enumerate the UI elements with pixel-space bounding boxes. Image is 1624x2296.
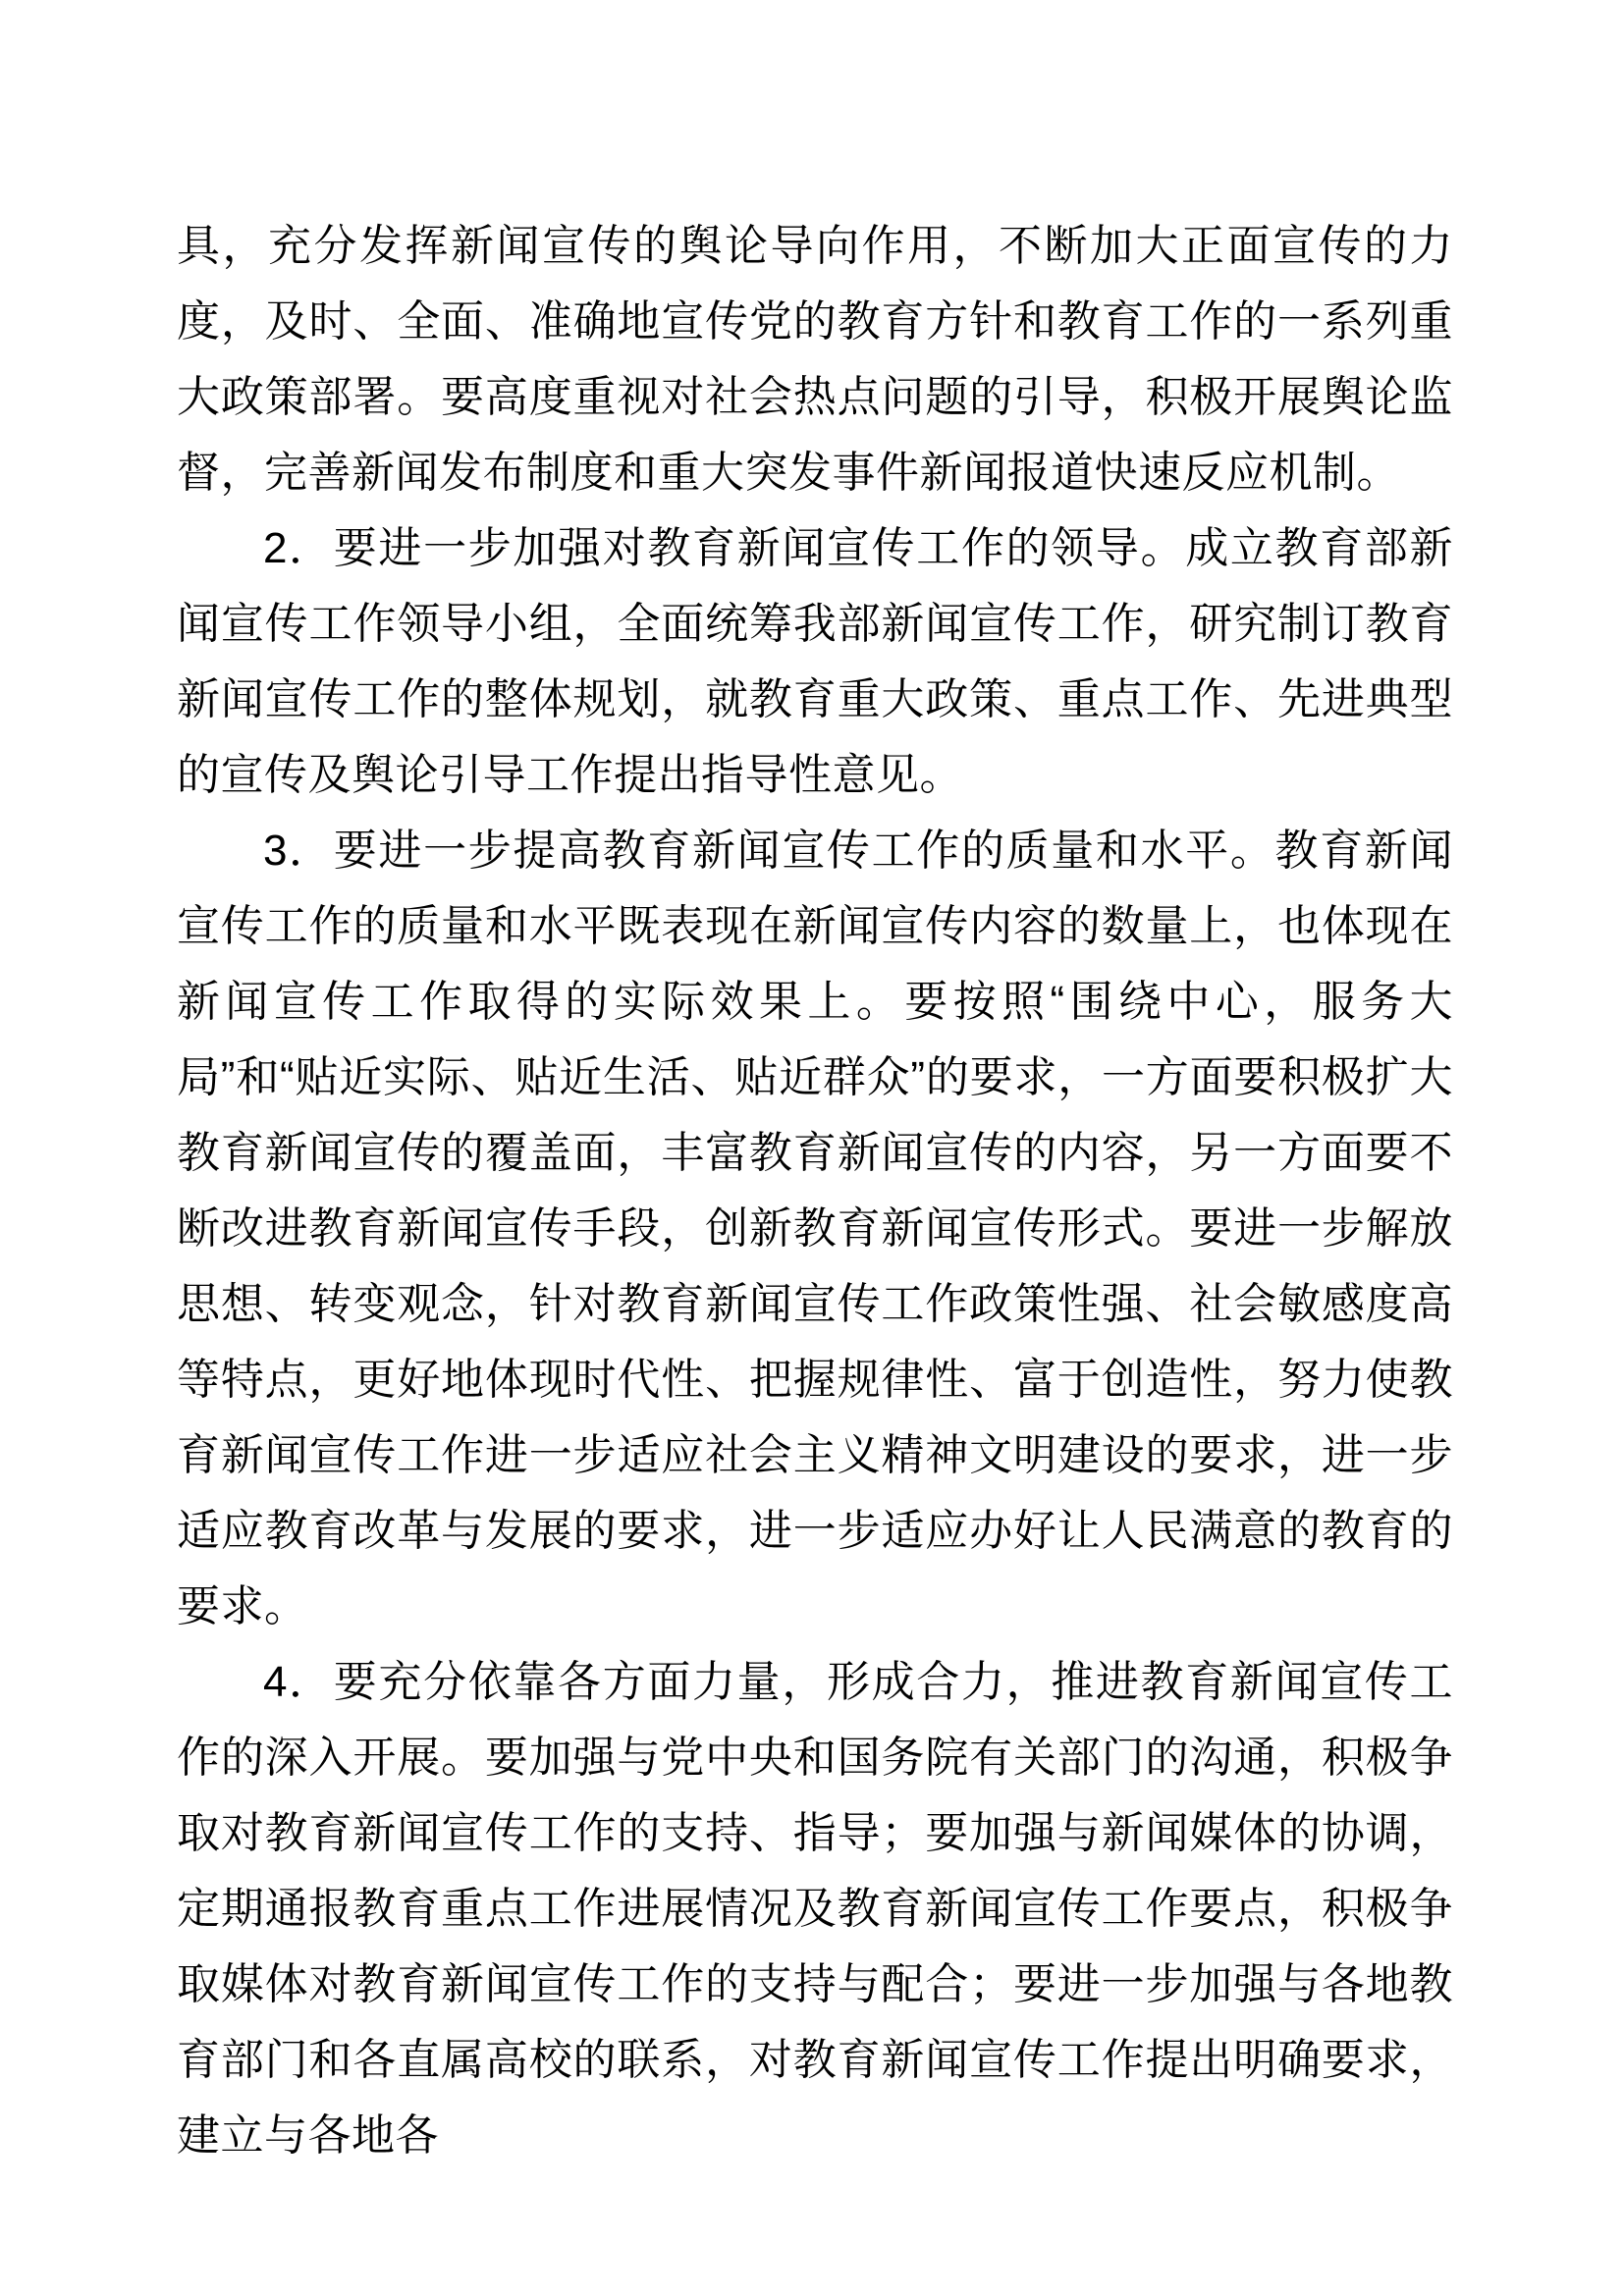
paragraph: 2．要进一步加强对教育新闻宣传工作的领导。成立教育部新闻宣传工作领导小组，全面统筹我部新闻宣传工作，研究制订教育新闻宣传工作的整体规划，就教育重大政策、重点工作、先进典型的宣传及舆论引导工作提出指导性意见。 bbox=[177, 524, 1453, 799]
paragraph: 4．要充分依靠各方面力量，形成合力，推进教育新闻宣传工作的深入开展。要加强与党中央和国务院有关部门的沟通，积极争取对教育新闻宣传工作的支持、指导；要加强与新闻媒体的协调，定期通报教育重点工作进展情况及教育新闻宣传工作要点，积极争取媒体对教育新闻宣传工作的支持与配合；要进一步加强与各地教育部门和各直属高校的联系，对教育新闻宣传工作提出明确要求，建立与各地各 bbox=[177, 1658, 1453, 2160]
paragraph: 3．要进一步提高教育新闻宣传工作的质量和水平。教育新闻宣传工作的质量和水平既表现在新闻宣传内容的数量上，也体现在新闻宣传工作取得的实际效果上。要按照“围绕中心，服务大局”和“贴近实际、贴近生活、贴近群众”的要求，一方面要积极扩大教育新闻宣传的覆盖面，丰富教育新闻宣传的内容，另一方面要不断改进教育新闻宣传手段，创新教育新闻宣传形式。要进一步解放思想、转变观念，针对教育新闻宣传工作政策性强、社会敏感度高等特点，更好地体现时代性、把握规律性、富于创造性，努力使教育新闻宣传工作进一步适应社会主义精神文明建设的要求，进一步适应教育改革与发展的要求，进一步适应办好让人民满意的教育的要求。 bbox=[177, 827, 1453, 1630]
paragraph: 具，充分发挥新闻宣传的舆论导向作用，不断加大正面宣传的力度，及时、全面、准确地宣传党的教育方针和教育工作的一系列重大政策部署。要高度重视对社会热点问题的引导，积极开展舆论监督，完善新闻发布制度和重大突发事件新闻报道快速反应机制。 bbox=[177, 222, 1453, 497]
document-text-block bbox=[177, 208, 1453, 2173]
